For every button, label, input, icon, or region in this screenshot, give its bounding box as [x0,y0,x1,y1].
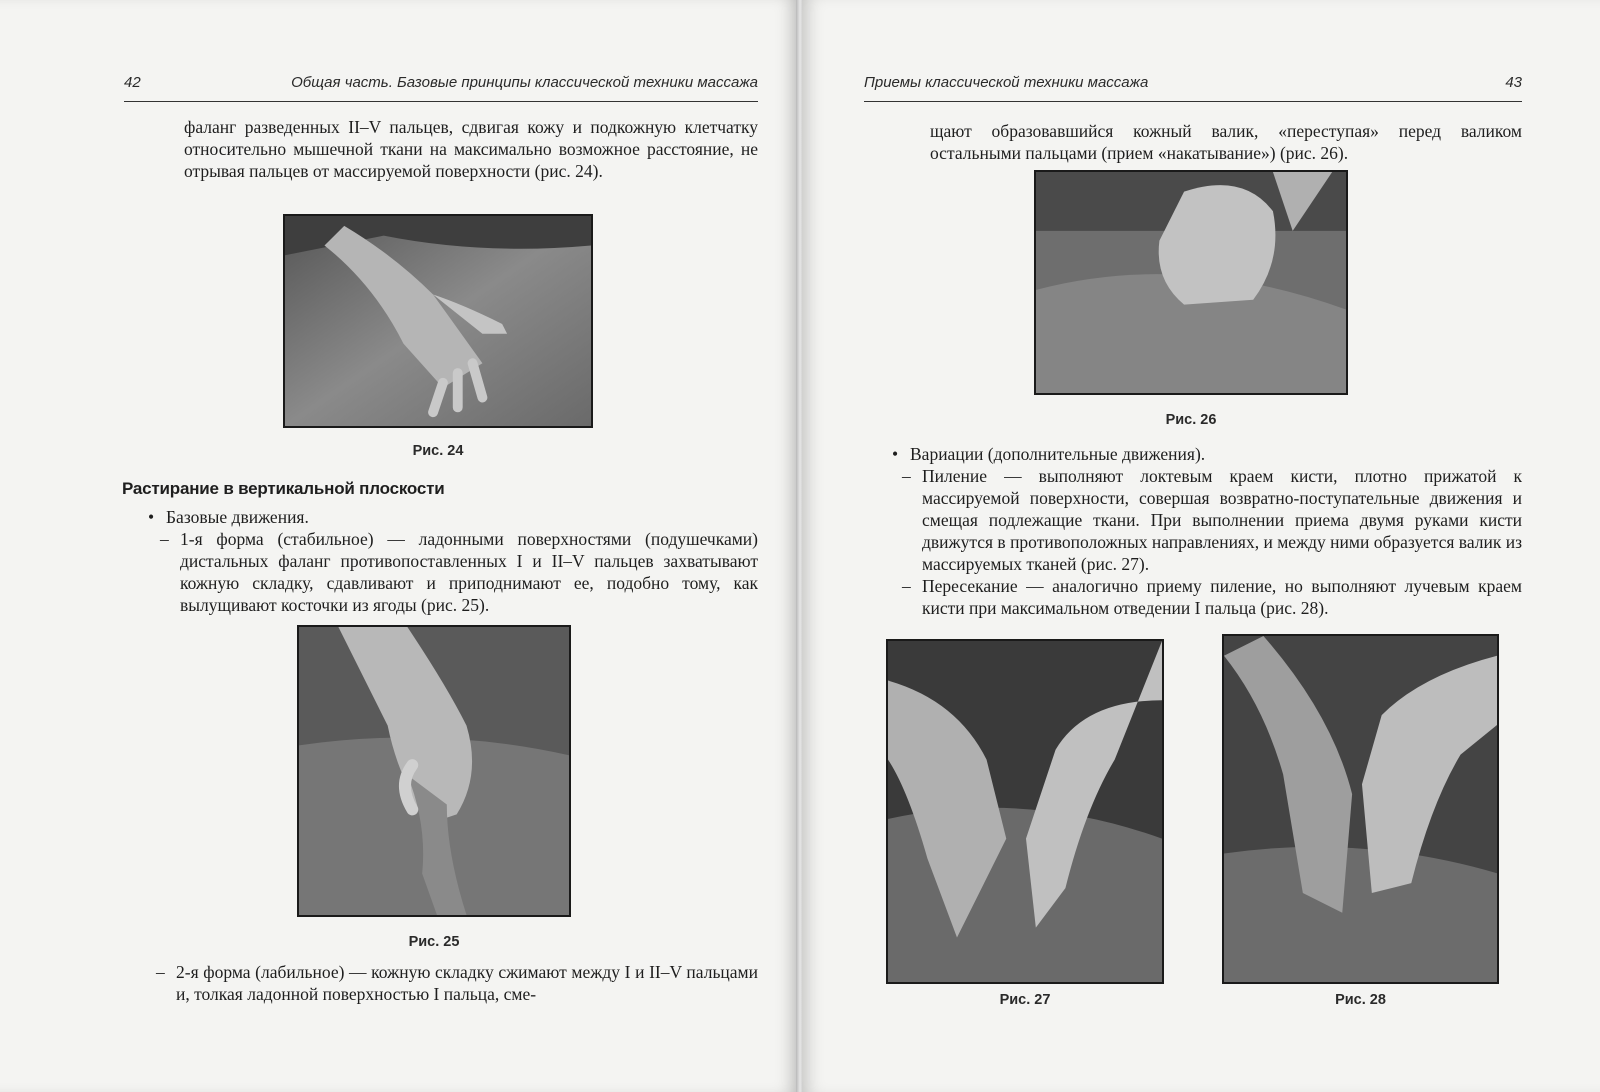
bullet-basic-item [148,506,758,528]
dash-marker-3: – [902,466,911,486]
figure-25-photo [297,625,571,917]
right-header-rule [864,101,1522,102]
figure-24-photo [283,214,593,428]
sawing-paragraph: Пиление — выполняют локтевым краем кисти, плотно прижатой к массируемой поверхности, совершая возвратно-поступательные движения и смещая подлежащие ткани. При выполнении приема двумя руками кисти движутся в противоположных направлениях, и между ними образуется валик из массируемых тканей (рис. 27). [922,466,1522,574]
figure-28-caption: Рис. 28 [1335,992,1386,1008]
bullet-basic-text: Базовые движения. [166,507,309,527]
figure-27-caption: Рис. 27 [999,992,1051,1008]
figure-26-photo [1034,170,1348,395]
section-heading: Растирание в вертикальной плоскости [122,479,445,498]
continuation-paragraph: щают образовавшийся кожный валик, «переступая» перед валиком остальными пальцами (прием «накатывание») (рис. 26). [930,121,1522,163]
form1-paragraph: 1-я форма (стабильное) — ладонными поверхностями (подушечками) дистальных фаланг противопоставленных I и II–V пальцев захватывают кожную складку, сдавливают и приподнимают ее, подобно тому, как вылущивают косточки из ягоды (рис. 25). [180,529,758,615]
figure-27-photo [886,639,1164,984]
dash-marker-4: – [902,576,911,596]
crossing-paragraph: Пересекание — аналогично приему пиление, но выполняют лучевым краем кисти при максимальном отведении I пальца (рис. 28). [922,576,1522,618]
skin-fold-grip-image [299,627,569,915]
right-page [802,0,1600,1092]
left-running-header: Общая часть. Базовые принципы классической техники массажа [291,74,758,91]
form2-paragraph: 2-я форма (лабильное) — кожную складку сжимают между I и II–V пальцами и, толкая ладонной поверхностью I пальца, сме- [176,962,758,1004]
bullet-variations-text: Вариации (дополнительные движения). [910,444,1206,464]
bullet-variations-item [892,443,1522,465]
dash-marker-2: – [156,962,165,982]
bullet-marker: • [148,507,155,527]
bullet-marker: • [892,444,899,464]
rolling-technique-image [1036,172,1346,393]
left-header-rule [124,101,758,102]
right-running-header: Приемы классической техники массажа [864,74,1149,91]
right-page-number: 43 [1505,74,1522,91]
figure-25-caption: Рис. 25 [408,934,460,950]
figure-24-caption: Рис. 24 [412,443,464,459]
dash-marker: – [160,529,169,549]
left-page-number: 42 [124,74,141,91]
crossing-technique-image [1224,636,1497,982]
left-page [0,0,798,1092]
figure-26-caption: Рис. 26 [1165,412,1217,428]
left-intro-paragraph: фаланг разведенных II–V пальцев, сдвигая кожу и подкожную клетчатку относительно мышечной ткани на максимально возможное расстояние, не отрывая пальцев от массируемой поверхности (рис. 24). [184,117,758,181]
figure-28-photo [1222,634,1499,984]
hand-stroking-image [285,216,591,426]
sawing-technique-image [888,641,1162,982]
